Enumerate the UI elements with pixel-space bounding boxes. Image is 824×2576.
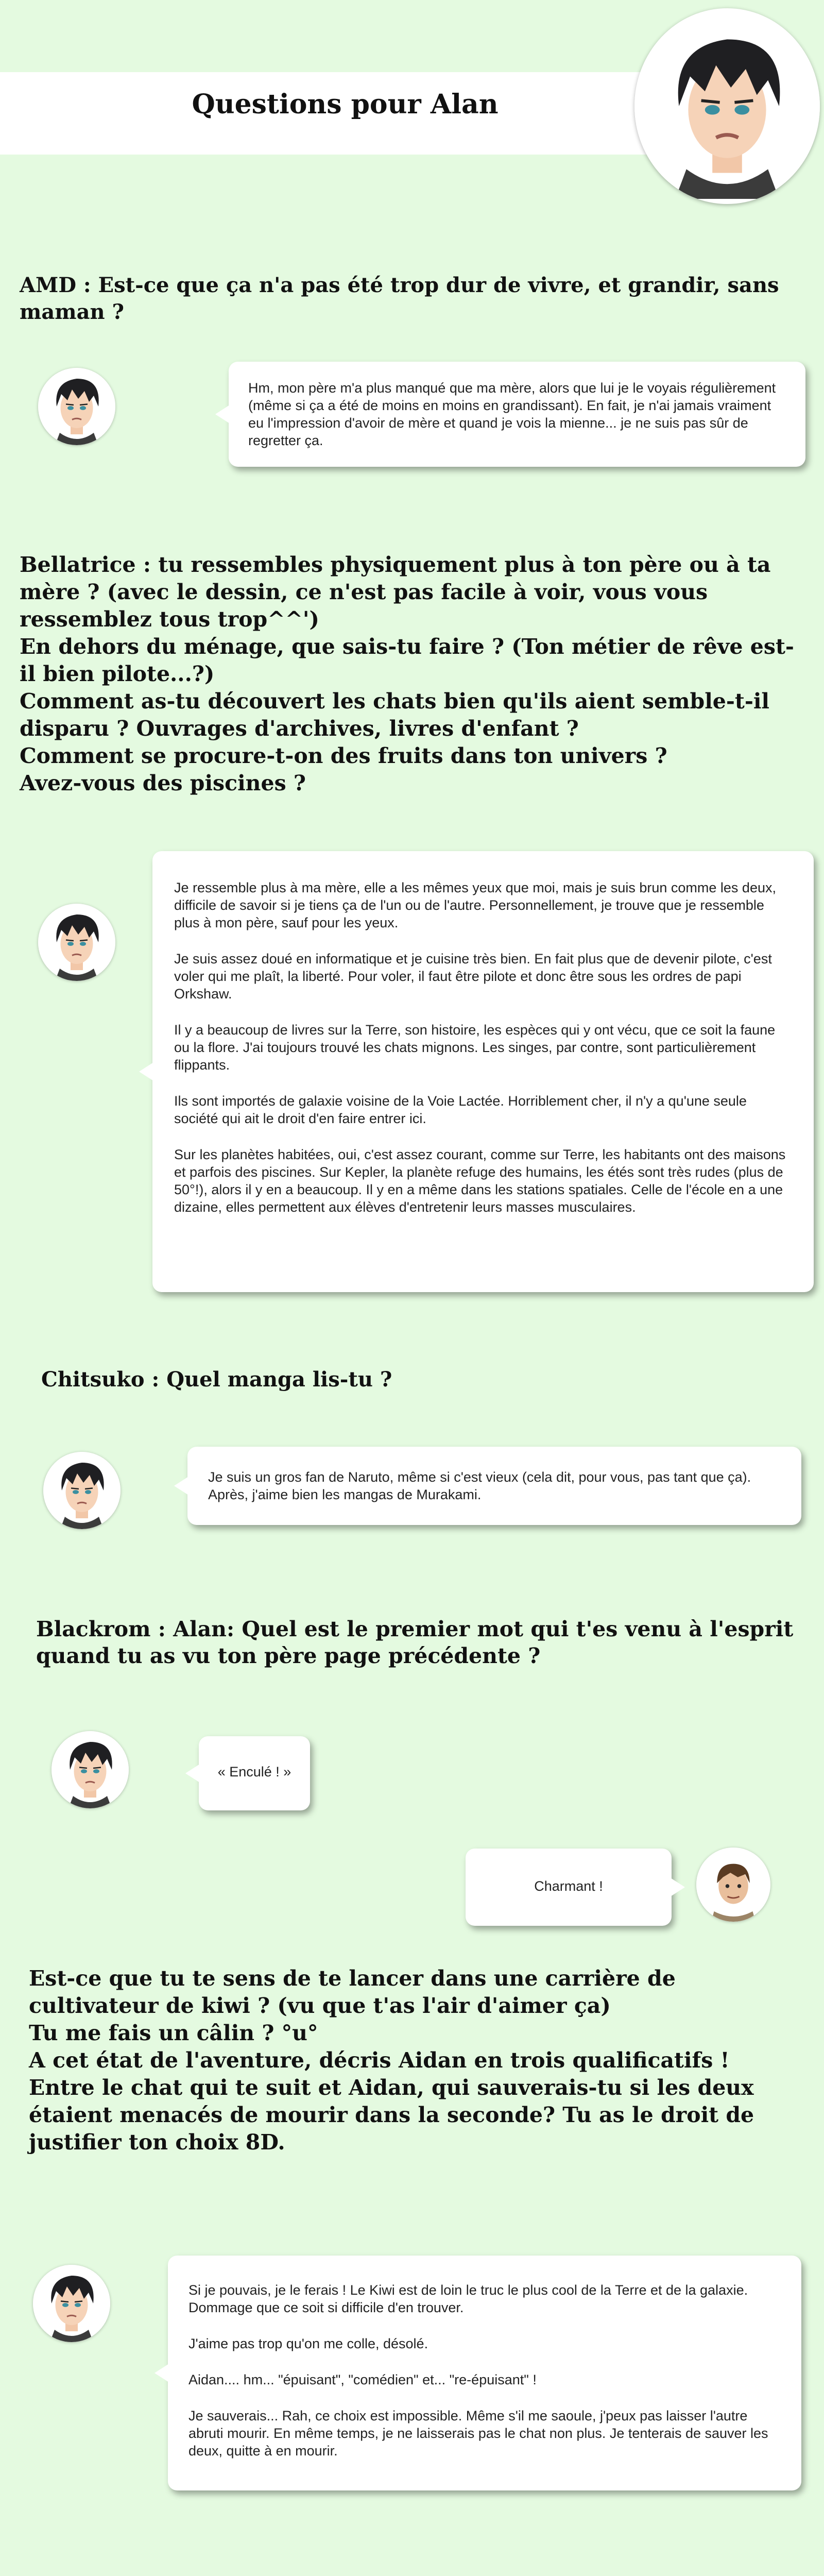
answer-text: Hm, mon père m'a plus manqué que ma mère, alors que lui je le voyais régulièrement (même si ça a été de moins en moins en grandissant). En fait, je n'ai jamais vraiment eu l'impression d'avoir de mère et quand je vois la mienne... je ne suis pas sûr de regretter ça. <box>248 380 776 448</box>
alan-header-avatar-icon <box>634 8 820 204</box>
answer-paragraph: Si je pouvais, je le ferais ! Le Kiwi est de loin le truc le plus cool de la Terre et de la galaxie. Dommage que ce soit si difficile d'en trouver. <box>188 2282 748 2315</box>
question-blackrom: Blackrom : Alan: Quel est le premier mot qui t'es venu à l'esprit quand tu as vu ton père page précédente ? <box>36 1617 794 1668</box>
answer-paragraph: Sur les planètes habitées, oui, c'est assez courant, comme sur Terre, les habitants ont des maisons et parfois des piscines. Sur Kepler, la planète refuge des humains, les étés sont très rudes (plus de 50°!), alors il y en a beaucoup. Il y en a même dans les stations spatiales. Celle de l'école en a une dizaine, elles permettent aux élèves d'entretenir leurs masses musculaires. <box>174 1147 786 1215</box>
question-bellatrice: Bellatrice : tu ressembles physiquement plus à ton père ou à ta mère ? (avec le dessin, ce n'est pas facile à voir, vous vous ressemblez tous trop^^') En dehors du ménage, que sais-tu faire ? (Ton métier de rêve est-il bien pilote...?) Comment as-tu découvert les chats bien qu'ils aient semble-t-il disparu ? Ouvrages d'archives, livres d'enfant ? Comment se procure-t-on des fruits dans ton univers ? Avez-vous des piscines ? <box>20 552 794 795</box>
alan-avatar-icon <box>52 1731 129 1808</box>
answer-text: Je suis un gros fan de Naruto, même si c'est vieux (cela dit, pour vous, pas tant que ça). Après, j'aime bien les mangas de Murakami. <box>208 1469 751 1502</box>
answer-text: Charmant ! <box>534 1878 603 1894</box>
alan-avatar-icon <box>33 2265 110 2342</box>
question-chitsuko: Chitsuko : Quel manga lis-tu ? <box>41 1367 392 1392</box>
answer-bubble <box>187 1447 801 1525</box>
alan-avatar-icon <box>43 1452 121 1529</box>
answer-bubble <box>229 362 805 467</box>
answer-text: « Enculé ! » <box>217 1764 291 1780</box>
alan-avatar-icon <box>38 368 115 445</box>
answer-paragraph: Je sauverais... Rah, ce choix est impossible. Même s'il me saoule, j'peux pas laisser l'autre abruti mourir. En même temps, je ne laisserais pas le chat non plus. Je tenterais de sauver les deux, quitte à en mourir. <box>188 2408 768 2459</box>
question-kiwi: Est-ce que tu te sens de te lancer dans une carrière de cultivateur de kiwi ? (vu que t'as l'air d'aimer ça) Tu me fais un câlin ? °u° A cet état de l'aventure, décris Aidan en trois qualificatifs ! Entre le chat qui te suit et Aidan, qui sauverais-tu si les deux étaient menacés de mourir dans la seconde? Tu as le droit de justifier ton choix 8D. <box>29 1966 754 2155</box>
answer-bubble <box>199 1736 310 1810</box>
page-title: Questions pour Alan <box>192 89 499 120</box>
answer-paragraph: J'aime pas trop qu'on me colle, désolé. <box>188 2336 428 2351</box>
father-avatar-icon <box>696 1848 770 1922</box>
answer-paragraph: Je ressemble plus à ma mère, elle a les mêmes yeux que moi, mais je suis brun comme les deux, difficile de savoir si je tiens ça de l'un ou de l'autre. Personnellement, je trouve que je ressemble plus à mon père, sauf pour les yeux. <box>174 880 776 930</box>
answer-paragraph: Il y a beaucoup de livres sur la Terre, son histoire, les espèces qui y ont vécu, que ce soit la faune ou la flore. J'ai toujours trouvé les chats mignons. Les singes, par contre, sont particulièrement flippants. <box>174 1022 776 1073</box>
alan-avatar-icon <box>38 904 115 981</box>
answer-paragraph: Ils sont importés de galaxie voisine de la Voie Lactée. Horriblement cher, il n'y a qu'une seule société qui ait le droit d'en faire entrer ici. <box>174 1093 747 1126</box>
answer-bubble <box>152 851 814 1292</box>
answer-bubble-father <box>466 1849 672 1926</box>
answer-bubble <box>168 2256 801 2490</box>
answer-paragraph: Je suis assez doué en informatique et je cuisine très bien. En fait plus que de devenir pilote, c'est voler qui me plaît, la liberté. Pour voler, il faut être pilote et donc être sous les ordres de papi Orkshaw. <box>174 951 772 1002</box>
answer-paragraph: Aidan.... hm... "épuisant", "comédien" et... "re-épuisant" ! <box>188 2372 537 2387</box>
question-amd: AMD : Est-ce que ça n'a pas été trop dur de vivre, et grandir, sans maman ? <box>20 273 779 324</box>
